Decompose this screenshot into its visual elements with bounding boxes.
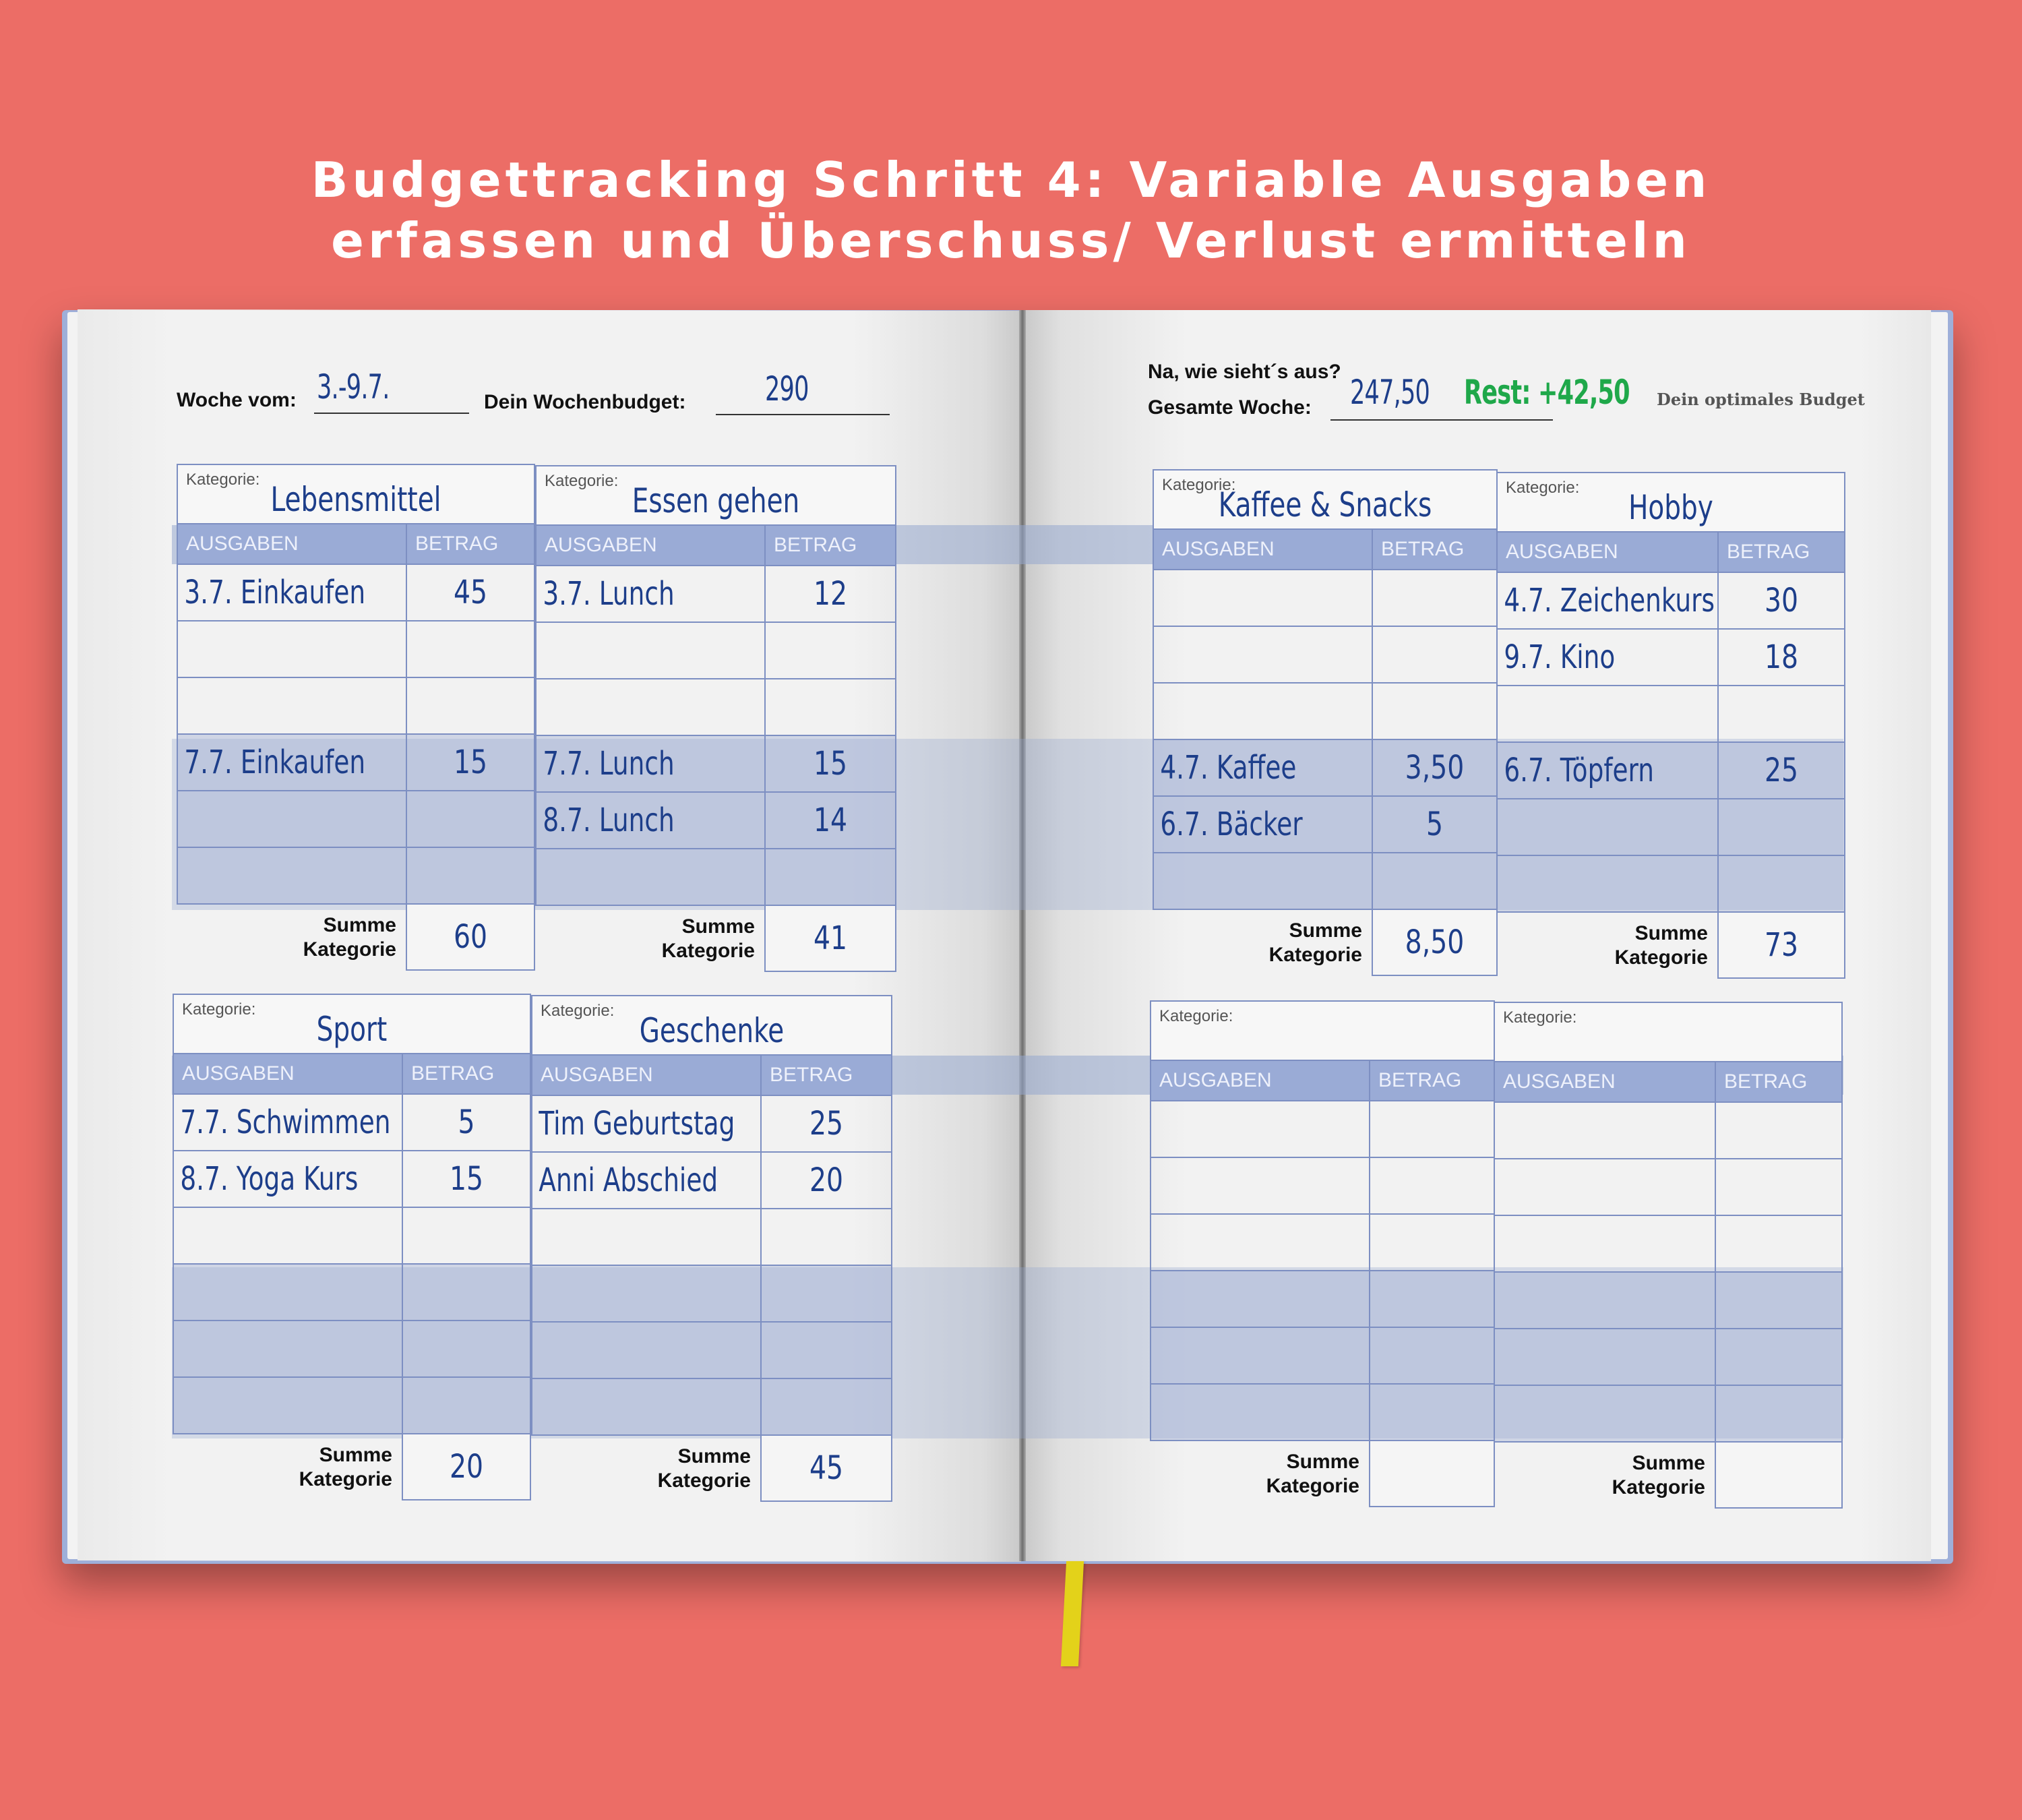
expense-cell[interactable] [1151,1271,1370,1327]
category-table [173,994,531,1500]
category-name: Sport [316,1010,388,1049]
expense-cell[interactable] [536,622,765,679]
amount-cell[interactable] [765,566,896,622]
category-cell[interactable] [1494,1002,1842,1062]
betrag-header: BETRAG [402,1054,530,1094]
betrag-header: BETRAG [406,524,534,564]
expense-cell[interactable] [1494,1329,1715,1385]
expense-cell[interactable] [177,847,406,904]
amount-cell[interactable] [765,679,896,735]
table-row [173,1207,530,1264]
expense-cell[interactable] [536,735,765,792]
summe-label [1151,1440,1370,1507]
amount-cell[interactable] [761,1378,892,1435]
amount-cell[interactable] [406,621,534,677]
amount-cell[interactable] [1372,853,1497,909]
expense-cell[interactable] [1494,1385,1715,1442]
expense-cell[interactable] [173,1094,402,1151]
table-row [532,1209,892,1265]
table-row [1151,1327,1494,1384]
expense-text: 4.7. Zeichenkurs [1504,582,1715,619]
headline-line-2: erfassen und Überschuss/ Verlust ermitteln [331,212,1691,269]
ausgaben-header: AUSGABEN [532,1055,761,1095]
expense-cell[interactable] [1153,853,1372,909]
betrag-header: BETRAG [1715,1062,1842,1102]
ausgaben-header: AUSGABEN [1153,529,1372,570]
amount-cell[interactable] [406,791,534,847]
expense-cell[interactable] [1497,799,1718,855]
kategorie-word: Kategorie [303,938,396,961]
amount-text: 12 [813,575,848,613]
brand-logo: Dein optimales Budget [1657,390,1865,409]
table-row [532,1322,892,1378]
table-row [173,1377,530,1434]
amount-text: 18 [1764,638,1799,676]
table-row [1151,1271,1494,1327]
category-table [1496,472,1845,979]
amount-cell[interactable] [406,847,534,904]
table-row [1497,572,1845,629]
betrag-header: BETRAG [765,525,896,566]
expense-text: 6.7. Bäcker [1160,806,1303,843]
summe-value-cell[interactable] [761,1435,892,1501]
ausgaben-header: AUSGABEN [1497,532,1718,572]
amount-text: 45 [453,574,488,611]
kategorie-word: Kategorie [1614,946,1708,969]
expense-cell[interactable] [1497,855,1718,912]
amount-text: 15 [453,744,488,781]
expense-cell[interactable] [177,677,406,734]
expense-text: 9.7. Kino [1504,638,1616,676]
table-row [536,566,896,622]
ausgaben-header: AUSGABEN [177,524,406,564]
category-name: Essen gehen [632,481,800,520]
summe-label [536,905,765,971]
table-row [532,1265,892,1322]
amount-cell[interactable] [402,1151,530,1207]
kategorie-word: Kategorie [1612,1476,1705,1498]
category-table [1494,1002,1843,1509]
amount-text: 20 [809,1161,844,1199]
expense-text: 7.7. Einkaufen [184,744,366,781]
expense-cell[interactable] [1497,686,1718,742]
amount-cell[interactable] [402,1377,530,1434]
expense-cell[interactable] [1153,739,1372,796]
expense-cell[interactable] [1494,1159,1715,1215]
summe-label [532,1435,761,1501]
amount-cell[interactable] [1715,1385,1842,1442]
expense-cell[interactable] [532,1322,761,1378]
expense-cell[interactable] [1494,1272,1715,1329]
table-row [1153,570,1497,626]
amount-cell[interactable] [406,677,534,734]
category-table [531,995,892,1502]
budget-underline [716,414,890,415]
amount-cell[interactable] [765,622,896,679]
amount-cell[interactable] [406,564,534,621]
expense-cell[interactable] [177,564,406,621]
amount-cell[interactable] [1715,1329,1842,1385]
category-label: Kategorie: [545,472,619,490]
kategorie-word: Kategorie [1268,943,1362,966]
category-cell[interactable] [1153,470,1497,529]
summe-value: 60 [453,918,488,956]
category-label: Kategorie: [1162,476,1236,494]
amount-cell[interactable] [761,1095,892,1152]
table-row [1497,855,1845,912]
ausgaben-header: AUSGABEN [1494,1062,1715,1102]
expense-text: 7.7. Schwimmen [180,1103,391,1141]
amount-text: 15 [449,1160,484,1198]
expense-cell[interactable] [1497,572,1718,629]
amount-cell[interactable] [1372,570,1497,626]
expense-cell[interactable] [1153,626,1372,683]
category-label: Kategorie: [1159,1007,1233,1025]
expense-cell[interactable] [532,1152,761,1209]
table-row [177,847,534,904]
amount-cell[interactable] [765,849,896,905]
amount-text: 25 [1764,752,1799,789]
amount-cell[interactable] [761,1209,892,1265]
expense-cell[interactable] [1151,1384,1370,1440]
amount-cell[interactable] [765,792,896,849]
table-row [1151,1157,1494,1214]
table-row [1494,1329,1842,1385]
amount-cell[interactable] [1718,572,1845,629]
summe-value-cell[interactable] [1372,909,1497,975]
budget-value: 290 [765,369,809,408]
amount-cell[interactable] [761,1265,892,1322]
amount-text: 5 [458,1103,475,1141]
summe-word: Summe [1632,1451,1705,1474]
summe-label [1494,1442,1715,1508]
expense-cell[interactable] [532,1378,761,1435]
expense-text: 8.7. Yoga Kurs [180,1160,359,1198]
amount-cell[interactable] [402,1321,530,1377]
amount-cell[interactable] [1372,683,1497,739]
table-row [173,1094,530,1151]
woche-value: 3.-9.7. [317,367,390,406]
category-table [535,465,896,972]
amount-cell[interactable] [1372,626,1497,683]
amount-cell[interactable] [1370,1271,1494,1327]
amount-cell[interactable] [765,735,896,792]
amount-cell[interactable] [1718,742,1845,799]
kategorie-word: Kategorie [657,1469,751,1492]
summe-word: Summe [677,1445,751,1467]
summe-value-cell[interactable] [765,905,896,971]
table-row [1497,629,1845,686]
expense-cell[interactable] [532,1265,761,1322]
category-label: Kategorie: [541,1002,615,1020]
summe-value-cell[interactable] [1370,1440,1494,1507]
expense-text: 3.7. Lunch [543,575,675,613]
summe-value-cell[interactable] [402,1434,530,1500]
summe-value-cell[interactable] [406,904,534,970]
table-row [536,792,896,849]
woche-underline [314,413,469,414]
summe-value: 41 [813,919,848,957]
amount-cell[interactable] [1718,686,1845,742]
summe-value-cell[interactable] [1715,1442,1842,1508]
expense-cell[interactable] [173,1207,402,1264]
expense-cell[interactable] [173,1264,402,1321]
amount-cell[interactable] [1715,1159,1842,1215]
expense-text: 4.7. Kaffee [1160,749,1297,787]
summe-value: 45 [809,1449,844,1487]
amount-cell[interactable] [1715,1102,1842,1159]
question-label: Na, wie sieht´s aus? [1148,361,1341,383]
expense-cell[interactable] [1151,1327,1370,1384]
category-label: Kategorie: [186,471,260,489]
betrag-header: BETRAG [761,1055,892,1095]
summe-word: Summe [1289,919,1362,942]
category-name: Kaffee & Snacks [1218,485,1432,524]
table-row [532,1095,892,1152]
expense-cell[interactable] [532,1209,761,1265]
rest-value: Rest: +42,50 [1464,373,1630,412]
category-label: Kategorie: [1506,479,1580,497]
expense-cell[interactable] [1494,1215,1715,1272]
expense-cell[interactable] [1151,1157,1370,1214]
amount-cell[interactable] [1370,1384,1494,1440]
expense-cell[interactable] [177,791,406,847]
table-row [1153,796,1497,853]
table-row [173,1151,530,1207]
amount-text: 5 [1426,806,1444,843]
summe-value: 8,50 [1405,923,1465,961]
amount-cell[interactable] [1718,855,1845,912]
betrag-header: BETRAG [1370,1060,1494,1101]
category-cell[interactable] [173,994,530,1054]
expense-cell[interactable] [177,621,406,677]
table-row [1494,1159,1842,1215]
table-row [173,1264,530,1321]
amount-cell[interactable] [761,1152,892,1209]
amount-cell[interactable] [1372,796,1497,853]
category-cell[interactable] [1497,473,1845,532]
expense-cell[interactable] [1153,796,1372,853]
table-row [177,621,534,677]
expense-text: 8.7. Lunch [543,801,675,839]
woche-label: Woche vom: [177,389,297,411]
table-row [1153,626,1497,683]
amount-text: 30 [1764,582,1799,619]
category-name: Lebensmittel [270,480,441,519]
expense-cell[interactable] [1497,629,1718,686]
table-row [1497,742,1845,799]
headline-line-1: Budgettracking Schritt 4: Variable Ausgaben [311,152,1711,208]
amount-cell[interactable] [761,1322,892,1378]
expense-text: Tim Geburtstag [539,1105,735,1143]
expense-text: Anni Abschied [539,1161,718,1199]
summe-word: Summe [1634,921,1708,944]
table-row [536,622,896,679]
expense-text: 7.7. Lunch [543,745,675,783]
amount-cell[interactable] [1370,1214,1494,1271]
table-row [1494,1215,1842,1272]
summe-word: Summe [319,1443,392,1466]
expense-cell[interactable] [173,1151,402,1207]
ausgaben-header: AUSGABEN [173,1054,402,1094]
category-label: Kategorie: [1503,1008,1577,1027]
table-row [536,735,896,792]
category-table [1150,1000,1495,1507]
table-row [1153,683,1497,739]
ausgaben-header: AUSGABEN [536,525,765,566]
category-cell[interactable] [536,466,896,525]
category-table [177,464,535,971]
expense-cell[interactable] [1497,742,1718,799]
table-row [1494,1385,1842,1442]
summe-label [177,904,406,970]
betrag-header: BETRAG [1372,529,1497,570]
table-row [173,1321,530,1377]
table-row [1153,739,1497,796]
gesamt-value: 247,50 [1350,373,1430,412]
table-row [1494,1102,1842,1159]
amount-cell[interactable] [1370,1327,1494,1384]
expense-cell[interactable] [173,1321,402,1377]
table-row [177,677,534,734]
expense-cell[interactable] [532,1095,761,1152]
table-row [532,1378,892,1435]
amount-cell[interactable] [402,1264,530,1321]
amount-cell[interactable] [402,1094,530,1151]
expense-cell[interactable] [536,679,765,735]
table-row [177,564,534,621]
amount-text: 15 [813,745,848,783]
category-cell[interactable] [532,996,892,1055]
table-row [177,734,534,791]
kategorie-word: Kategorie [1266,1474,1359,1497]
ausgaben-header: AUSGABEN [1151,1060,1370,1101]
amount-cell[interactable] [1718,799,1845,855]
expense-cell[interactable] [177,734,406,791]
table-row [1151,1101,1494,1157]
expense-cell[interactable] [1151,1214,1370,1271]
amount-cell[interactable] [1370,1101,1494,1157]
gesamt-label: Gesamte Woche: [1148,396,1312,419]
summe-label [1497,912,1718,978]
expense-cell[interactable] [536,792,765,849]
expense-cell[interactable] [1153,683,1372,739]
amount-cell[interactable] [1715,1272,1842,1329]
amount-cell[interactable] [1370,1157,1494,1214]
amount-cell[interactable] [1715,1215,1842,1272]
expense-cell[interactable] [536,566,765,622]
category-name: Hobby [1628,488,1713,527]
table-row [1151,1214,1494,1271]
table-row [1151,1384,1494,1440]
expense-cell[interactable] [1153,570,1372,626]
budget-label: Dein Wochenbudget: [484,391,686,413]
amount-text: 14 [813,801,848,839]
amount-cell[interactable] [402,1207,530,1264]
table-row [536,679,896,735]
expense-text: 3.7. Einkaufen [184,574,366,611]
category-label: Kategorie: [182,1000,256,1019]
table-row [1153,853,1497,909]
table-row [1497,686,1845,742]
expense-cell[interactable] [173,1377,402,1434]
amount-text: 3,50 [1405,749,1465,787]
amount-cell[interactable] [1372,739,1497,796]
kategorie-word: Kategorie [661,939,755,962]
expense-cell[interactable] [1151,1101,1370,1157]
expense-cell[interactable] [536,849,765,905]
table-row [1497,799,1845,855]
kategorie-word: Kategorie [299,1467,392,1490]
category-name: Geschenke [639,1011,785,1050]
summe-value: 73 [1764,926,1799,964]
betrag-header: BETRAG [1718,532,1845,572]
category-cell[interactable] [1151,1001,1494,1060]
table-row [532,1152,892,1209]
summe-word: Summe [323,913,396,936]
table-row [1494,1272,1842,1329]
summe-word: Summe [681,915,755,938]
amount-cell[interactable] [1718,629,1845,686]
table-row [536,849,896,905]
category-cell[interactable] [177,464,534,524]
bookmark-ribbon [1061,1561,1084,1666]
summe-value: 20 [449,1448,484,1486]
amount-cell[interactable] [406,734,534,791]
category-table [1153,469,1498,976]
summe-word: Summe [1286,1450,1359,1473]
amount-text: 25 [809,1105,844,1143]
summe-value-cell[interactable] [1718,912,1845,978]
expense-cell[interactable] [1494,1102,1715,1159]
expense-text: 6.7. Töpfern [1504,752,1655,789]
gesamt-underline [1330,419,1553,421]
table-row [177,791,534,847]
summe-label [173,1434,402,1500]
summe-label [1153,909,1372,975]
